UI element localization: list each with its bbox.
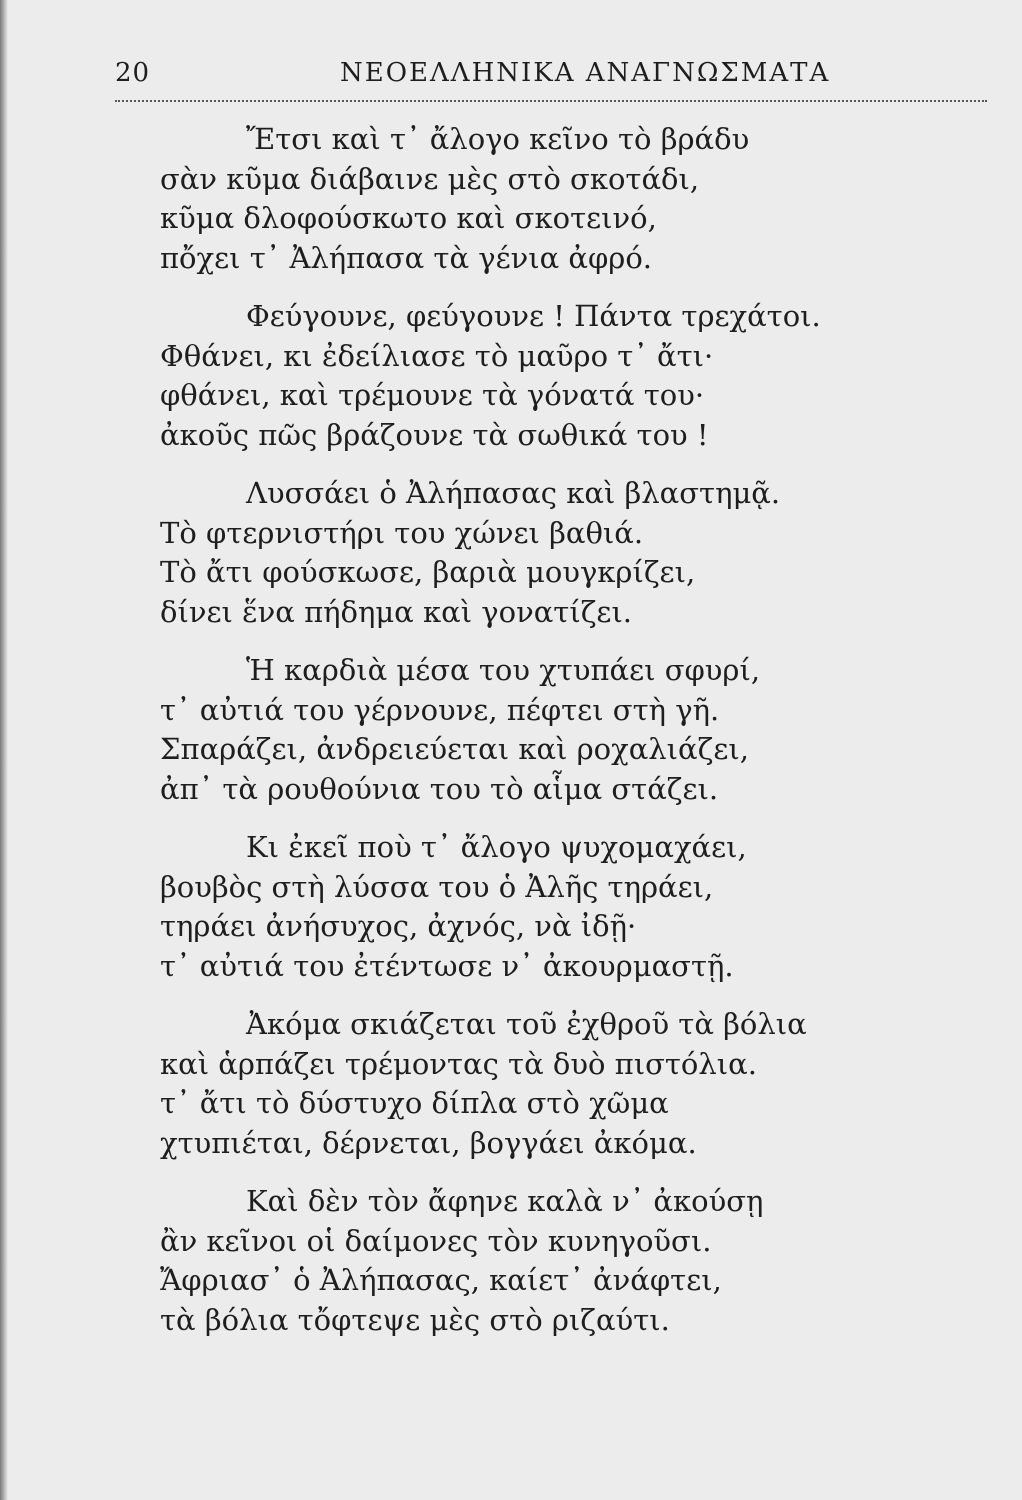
- poem-line: τ᾽ αὐτιά του ἐτέντωσε ν᾽ ἀκουρμαστῇ.: [160, 948, 734, 983]
- poem-line: δίνει ἕνα πήδημα καὶ γονατίζει.: [160, 594, 633, 629]
- page-header: [115, 58, 985, 98]
- poem-line: ἀκοῦς πῶς βράζουνε τὰ σωθικά του !: [160, 417, 709, 452]
- poem-line: Ἄφριασ᾽ ὁ Ἀλήπασας, καίετ᾽ ἀνάφτει,: [160, 1263, 722, 1297]
- running-title: ΝΕΟΕΛΛΗΝΙΚΑ ΑΝΑΓΝΩΣΜΑΤΑ: [340, 58, 831, 88]
- poem-line: τ᾽ αὐτιά του γέρνουνε, πέφτει στὴ γῆ.: [160, 692, 720, 727]
- poem: [160, 120, 980, 1359]
- poem-line: πὄχει τ᾽ Ἀλήπασα τὰ γένια ἀφρό.: [160, 240, 653, 275]
- poem-line: Σπαράζει, ἀνδρειεύεται καὶ ροχαλιάζει,: [160, 732, 749, 766]
- poem-line: Καὶ δὲν τὸν ἄφηνε καλὰ ν᾽ ἀκούσῃ: [246, 1184, 764, 1218]
- poem-line: τηράει ἀνήσυχος, ἀχνός, νὰ ἰδῇ·: [160, 909, 637, 943]
- poem-line: βουβὸς στὴ λύσσα του ὁ Ἀλῆς τηράει,: [160, 869, 714, 904]
- poem-line: κῦμα δλοφούσκωτο καὶ σκοτεινό,: [160, 201, 657, 235]
- poem-line: Κι ἐκεῖ ποὺ τ᾽ ἄλογο ψυχομαχάει,: [246, 830, 747, 864]
- poem-line: Ἔτσι καὶ τ᾽ ἄλογο κεῖνο τὸ βράδυ: [246, 122, 750, 156]
- poem-line: Λυσσάει ὁ Ἀλήπασας καὶ βλαστημᾷ.: [246, 476, 781, 510]
- poem-line: φθάνει, καὶ τρέμουνε τὰ γόνατά του·: [160, 378, 705, 412]
- poem-line: Τὸ φτερνιστήρι του χώνει βαθιά.: [160, 515, 644, 550]
- poem-line: ἀπ᾽ τὰ ρουθούνια του τὸ αἷμα στάζει.: [160, 771, 719, 806]
- stanza: [160, 1005, 980, 1163]
- poem-line: Τὸ ἄτι φούσκωσε, βαριὰ μουγκρίζει,: [160, 555, 696, 589]
- page-number: 20: [115, 58, 151, 88]
- poem-line: σὰν κῦμα διάβαινε μὲς στὸ σκοτάδι,: [160, 161, 700, 196]
- stanza: [160, 828, 980, 986]
- poem-line: Ἡ καρδιὰ μέσα του χτυπάει σφυρί,: [246, 653, 761, 687]
- stanza: [160, 1182, 980, 1340]
- header-rule: [115, 100, 987, 102]
- poem-line: Φεύγουνε, φεύγουνε ! Πάντα τρεχάτοι.: [246, 299, 821, 333]
- stanza: [160, 120, 980, 278]
- poem-line: ἂν κεῖνοι οἱ δαίμονες τὸν κυνηγοῦσι.: [160, 1223, 712, 1258]
- poem-line: τ᾽ ἄτι τὸ δύστυχο δίπλα στὸ χῶμα: [160, 1086, 669, 1120]
- stanza: [160, 474, 980, 632]
- stanza: [160, 297, 980, 455]
- poem-line: χτυπιέται, δέρνεται, βογγάει ἀκόμα.: [160, 1125, 697, 1160]
- poem-line: καὶ ἁρπάζει τρέμοντας τὰ δυὸ πιστόλια.: [160, 1046, 757, 1081]
- poem-line: Ἀκόμα σκιάζεται τοῦ ἐχθροῦ τὰ βόλια: [246, 1007, 807, 1041]
- poem-line: Φθάνει, κι ἐδείλιασε τὸ μαῦρο τ᾽ ἄτι·: [160, 338, 714, 373]
- binding-shadow: [0, 0, 8, 1500]
- poem-line: τὰ βόλια τὄφτεψε μὲς στὸ ριζαύτι.: [160, 1302, 670, 1337]
- stanza: [160, 651, 980, 809]
